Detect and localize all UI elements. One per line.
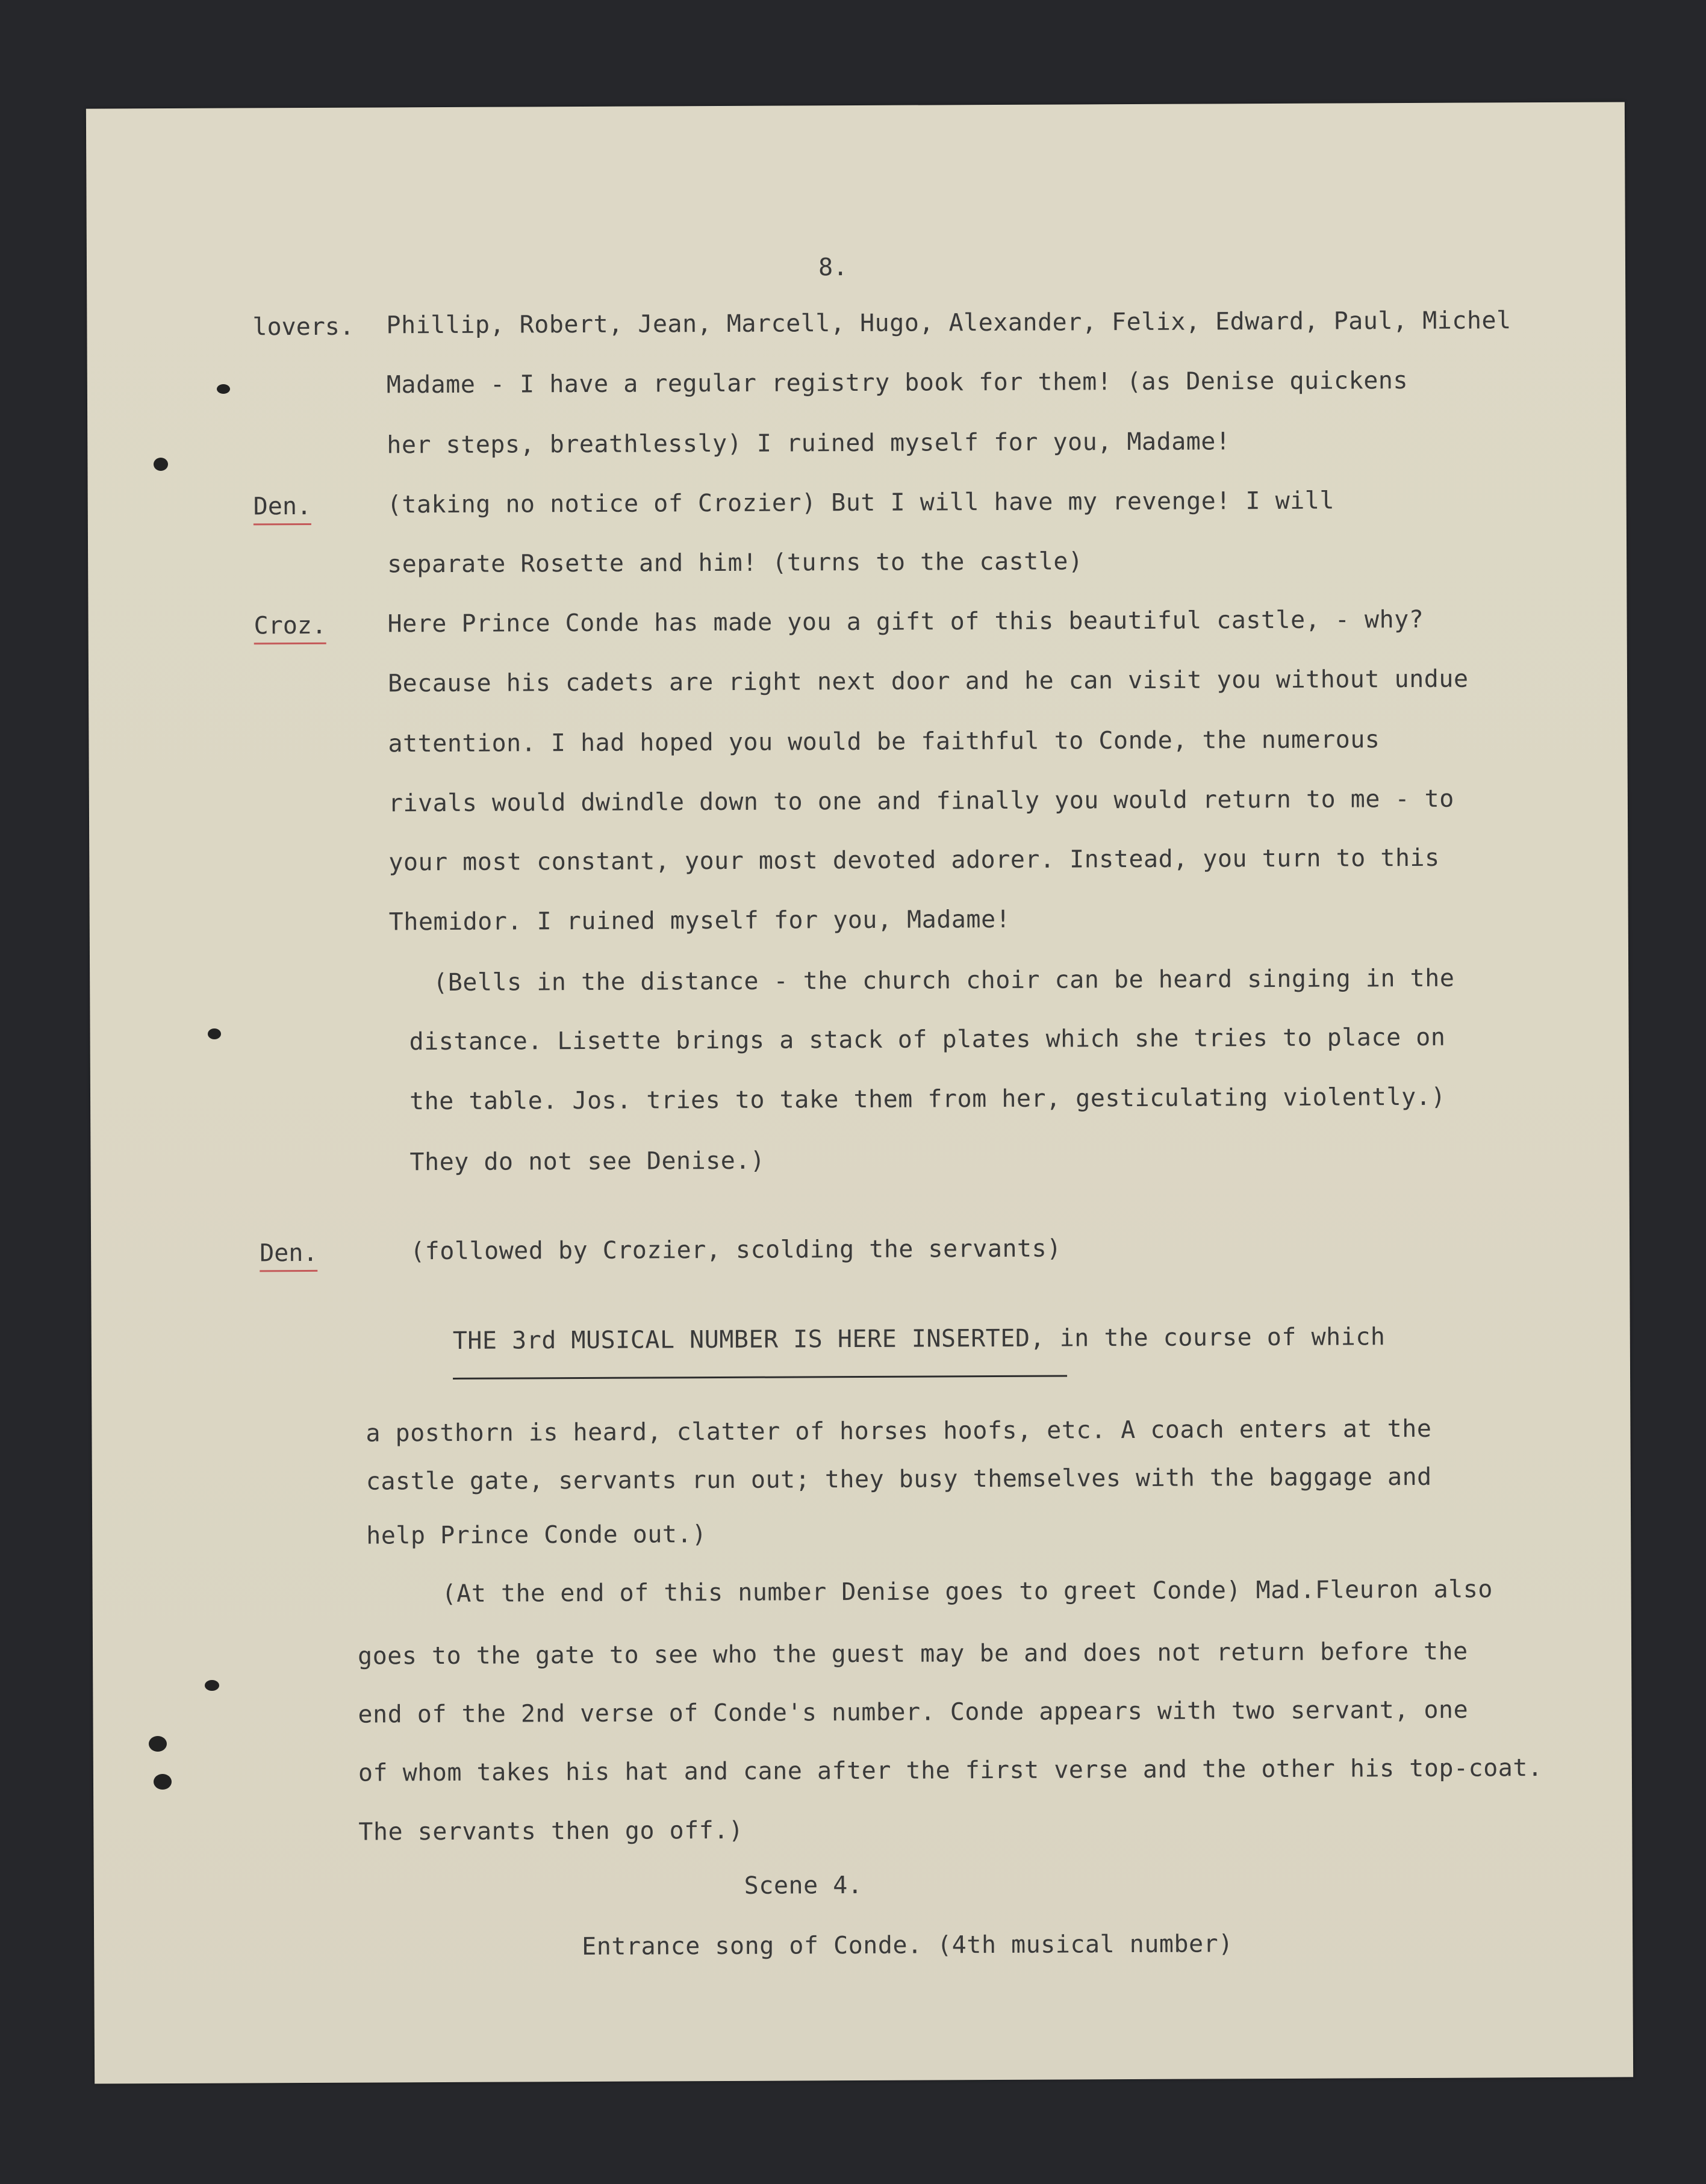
stage-direction: distance. Lisette brings a stack of plates which she tries to place on [409, 1023, 1446, 1056]
stage-direction: (At the end of this number Denise goes to greet Conde) Mad.Fleuron also [441, 1575, 1493, 1608]
speaker-den: Den. [260, 1239, 318, 1272]
text-line: Madame - I have a regular registry book for them! (as Denise quickens [386, 367, 1409, 399]
speaker-den: Den. [254, 492, 312, 525]
text-line: Themidor. I ruined myself for you, Madame! [388, 905, 1011, 936]
stage-direction: They do not see Denise.) [409, 1146, 765, 1177]
text-line: separate Rosette and him! (turns to the castle) [387, 547, 1083, 579]
scene-heading: Scene 4. [744, 1871, 863, 1900]
scene-subheading: Entrance song of Conde. (4th musical number) [582, 1930, 1233, 1961]
musical-number-heading: THE 3rd MUSICAL NUMBER IS HERE INSERTED, in the course of which [452, 1323, 1386, 1355]
punch-hole [154, 1774, 172, 1790]
text-line: her steps, breathlessly) I ruined myself for you, Madame! [387, 428, 1231, 459]
text-line: Because his cadets are right next door and he can visit you without undue [387, 665, 1469, 698]
punch-hole [149, 1736, 167, 1752]
punch-hole [205, 1680, 219, 1691]
stage-direction: end of the 2nd verse of Conde's number. Conde appears with two servant, one [358, 1696, 1469, 1729]
stage-direction: The servants then go off.) [358, 1816, 744, 1846]
stage-direction: goes to the gate to see who the guest may be and does not return before the [357, 1637, 1468, 1670]
punch-hole [208, 1028, 221, 1039]
stage-direction: of whom takes his hat and cane after the first verse and the other his top-coat. [358, 1754, 1543, 1787]
stage-direction: castle gate, servants run out; they busy themselves with the baggage and [366, 1463, 1432, 1496]
heading-rule [453, 1375, 1067, 1380]
text-line: your most constant, your most devoted adorer. Instead, you turn to this [388, 844, 1440, 877]
text-line: (taking no notice of Crozier) But I will have my revenge! I will [387, 487, 1335, 519]
text-line: Here Prince Conde has made you a gift of this beautiful castle, - why? [387, 605, 1424, 638]
stage-direction: (Bells in the distance - the church choir can be heard singing in the [433, 964, 1455, 997]
text-line: attention. I had hoped you would be faithful to Conde, the numerous [388, 726, 1380, 758]
stage-direction: help Prince Conde out.) [366, 1520, 707, 1550]
punch-hole [154, 458, 168, 471]
stage-direction: the table. Jos. tries to take them from her, gesticulating violently.) [409, 1083, 1446, 1116]
speaker-lovers: lovers. [252, 313, 355, 341]
punch-hole [217, 384, 230, 394]
text-line: Phillip, Robert, Jean, Marcell, Hugo, Alexander, Felix, Edward, Paul, Michel [386, 306, 1511, 340]
stage-direction: a posthorn is heard, clatter of horses hoofs, etc. A coach enters at the [366, 1414, 1432, 1448]
page-number: 8. [818, 254, 848, 282]
text-line: (followed by Crozier, scolding the servants) [410, 1234, 1062, 1266]
speaker-croz: Croz. [254, 611, 327, 645]
text-line: rivals would dwindle down to one and finally you would return to me - to [388, 785, 1454, 818]
typescript-page [86, 102, 1633, 2083]
